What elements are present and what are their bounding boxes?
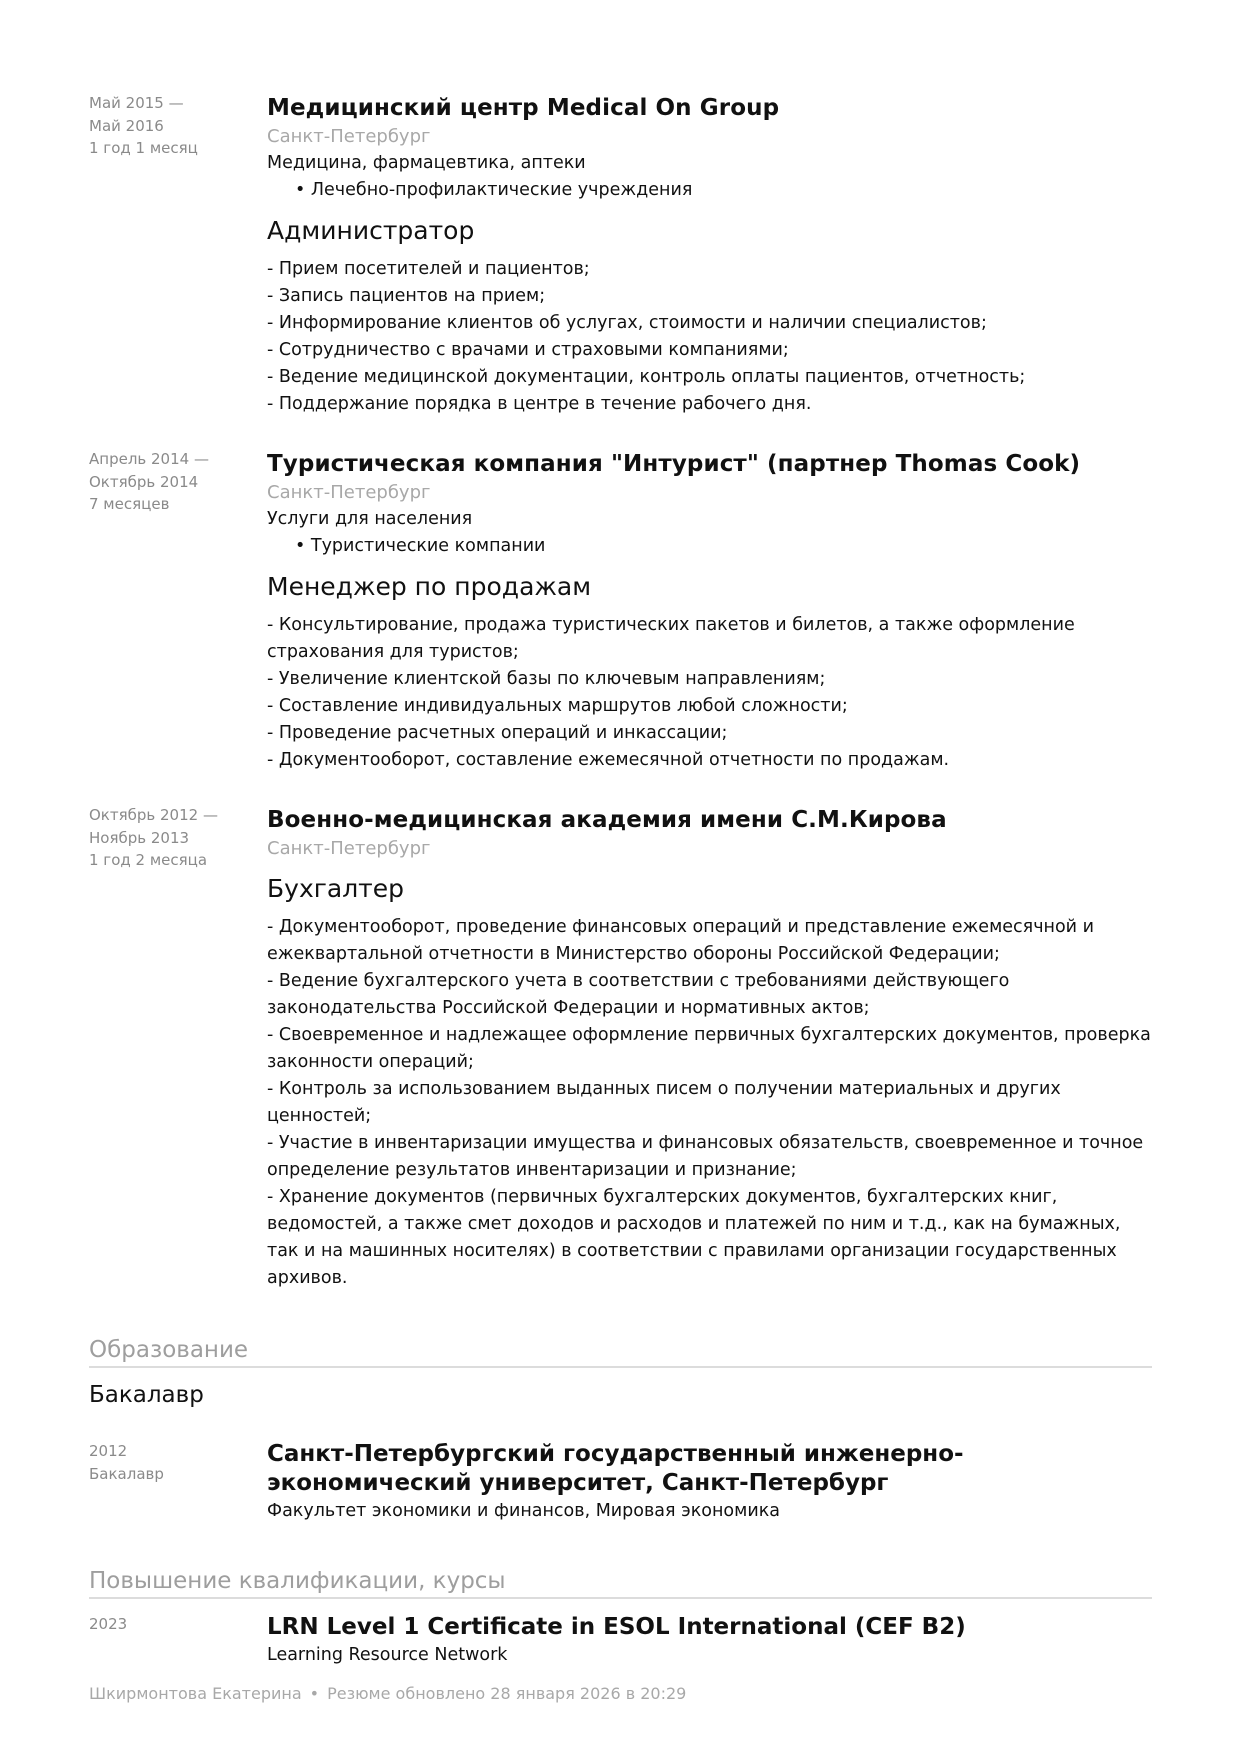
description-line: - Своевременное и надлежащее оформление первичных бухгалтерских документов, проверка законности операций;: [267, 1025, 1151, 1072]
description-line: - Увеличение клиентской базы по ключевым направлениям;: [267, 669, 826, 689]
course-year: 2023: [89, 1615, 128, 1633]
experience-entry: [89, 448, 1154, 774]
description-line: - Поддержание порядка в центре в течение рабочего дня.: [267, 394, 812, 414]
resume-page: [89, 92, 1154, 1669]
company-city: Санкт-Петербург: [267, 126, 431, 147]
experience-dates: [89, 448, 267, 774]
experience-duration: 1 год 2 месяца: [89, 851, 208, 869]
footer-separator: •: [309, 1684, 320, 1703]
course-dates: [89, 1613, 267, 1669]
company-sub-industry: • Туристические компании: [295, 536, 546, 556]
experience-entry: [89, 804, 1154, 1292]
education-dates: [89, 1440, 267, 1525]
job-description: [267, 256, 1154, 418]
job-position: Менеджер по продажам: [267, 572, 592, 601]
description-line: - Участие в инвентаризации имущества и финансовых обязательств, своевременное и точное определение результатов инвентаризации и признание;: [267, 1133, 1144, 1180]
experience-duration: 1 год 1 месяц: [89, 139, 198, 157]
company-name: Военно-медицинская академия имени С.М.Кирова: [267, 807, 947, 833]
job-position: Бухгалтер: [267, 874, 404, 903]
education-degree: Бакалавр: [89, 1464, 164, 1483]
course-name: LRN Level 1 Certificate in ESOL International (CEF B2): [267, 1614, 966, 1640]
description-line: - Контроль за использованием выданных писем о получении материальных и других ценностей;: [267, 1079, 1061, 1126]
footer-name: Шкирмонтова Екатерина: [89, 1684, 302, 1703]
course-entry: [89, 1613, 1154, 1669]
course-organization: Learning Resource Network: [267, 1645, 508, 1665]
description-line: - Составление индивидуальных маршрутов любой сложности;: [267, 696, 848, 716]
description-line: - Ведение бухгалтерского учета в соответствии с требованиями действующего законодательства Российской Федерации и нормативных актов;: [267, 971, 1010, 1018]
job-description: [267, 612, 1077, 774]
experience-dates: [89, 804, 267, 1292]
description-line: - Сотрудничество с врачами и страховыми компаниями;: [267, 340, 789, 360]
education-entry: [89, 1440, 1154, 1525]
company-name: Туристическая компания "Интурист" (партнер Thomas Cook): [267, 451, 1081, 477]
experience-dates: [89, 92, 267, 418]
company-name: Медицинский центр Medical On Group: [267, 95, 780, 121]
description-line: - Ведение медицинской документации, контроль оплаты пациентов, отчетность;: [267, 367, 1026, 387]
description-line: - Консультирование, продажа туристических пакетов и билетов, а также оформление страхования для туристов;: [267, 615, 1075, 662]
description-line: - Хранение документов (первичных бухгалтерских документов, бухгалтерских книг, ведомостей, а также смет доходов и расходов и платежей по ним и т.д., как на бумажных, так и на машинных носителях) в соответствии с правилами организации государственных архивов.: [267, 1187, 1121, 1288]
company-city: Санкт-Петербург: [267, 482, 431, 503]
description-line: - Документооборот, составление ежемесячной отчетности по продажам.: [267, 750, 950, 770]
company-city: Санкт-Петербург: [267, 838, 431, 859]
footer: [89, 1684, 686, 1703]
description-line: - Информирование клиентов об услугах, стоимости и наличии специалистов;: [267, 313, 987, 333]
section-title-courses: Повышение квалификации, курсы: [89, 1567, 1152, 1599]
footer-updated: Резюме обновлено 28 января 2026 в 20:29: [327, 1684, 687, 1703]
description-line: - Прием посетителей и пациентов;: [267, 259, 590, 279]
job-description: [267, 914, 1157, 1292]
education-year: 2012: [89, 1442, 128, 1460]
university-faculty: Факультет экономики и финансов, Мировая экономика: [267, 1501, 781, 1521]
company-industry: Услуги для населения: [267, 509, 473, 529]
company-industry: Медицина, фармацевтика, аптеки: [267, 153, 586, 173]
university-name: Санкт-Петербургский государственный инженерно-экономический университет, Санкт-Петербург: [267, 1441, 964, 1496]
section-title-education: Образование: [89, 1336, 1152, 1368]
experience-period: Май 2015 — Май 2016: [89, 94, 184, 135]
experience-period: Апрель 2014 — Октябрь 2014: [89, 450, 209, 491]
company-sub-industry: • Лечебно-профилактические учреждения: [295, 180, 693, 200]
experience-entry: [89, 92, 1154, 418]
experience-duration: 7 месяцев: [89, 495, 170, 513]
experience-period: Октябрь 2012 — Ноябрь 2013: [89, 806, 218, 847]
description-line: - Запись пациентов на прием;: [267, 286, 546, 306]
job-position: Администратор: [267, 216, 475, 245]
education-level: Бакалавр: [89, 1382, 204, 1408]
description-line: - Проведение расчетных операций и инкассации;: [267, 723, 728, 743]
description-line: - Документооборот, проведение финансовых операций и представление ежемесячной и ежеквартальной отчетности в Министерство обороны Российской Федерации;: [267, 917, 1094, 964]
